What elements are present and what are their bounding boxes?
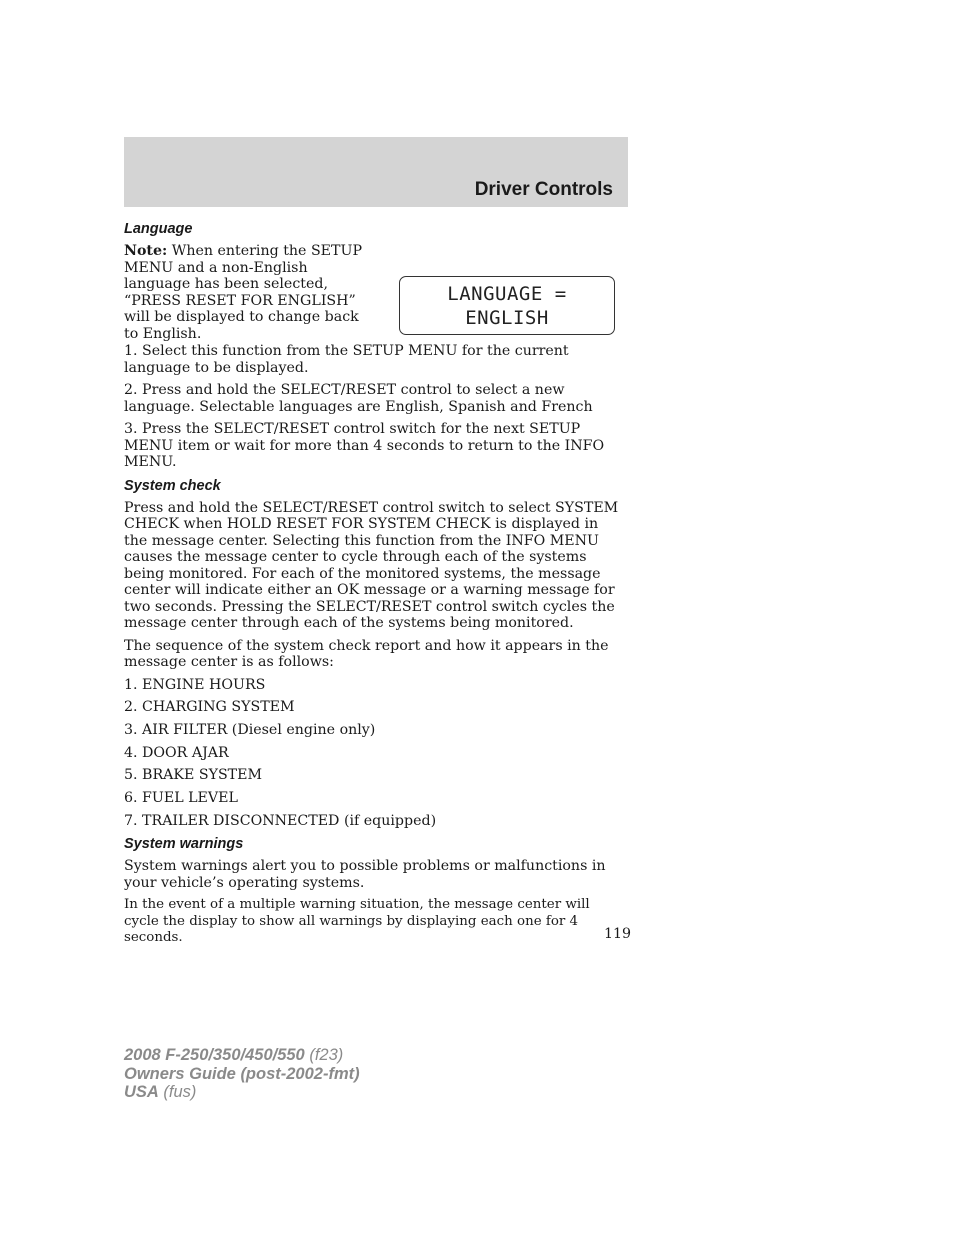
section-header-band: [124, 137, 628, 207]
page-content: [124, 220, 624, 953]
system-check-heading: System check: [124, 477, 221, 494]
page-number: 119: [604, 926, 632, 942]
system-warnings-para-1: System warnings alert you to possible problems or malfunctions in your vehicle’s operating systems.: [124, 858, 606, 891]
system-check-para-1: Press and hold the SELECT/RESET control switch to select SYSTEM CHECK when HOLD RESET FOR SYSTEM CHECK is displayed in the message center. Selecting this function from the INFO MENU causes the message center to cycle through each of the systems being monitored. For each of the monitored systems, the message center will indicate either an OK message or a warning message for two seconds. Pressing the SELECT/RESET control switch cycles the message center through each of the systems being monitored.: [124, 499, 619, 631]
language-step-3: 3. Press the SELECT/RESET control switch for the next SETUP MENU item or wait for more than 4 seconds to return to the INFO MENU.: [124, 421, 605, 470]
footer-guide: Owners Guide (post-2002-fmt): [124, 1064, 360, 1083]
section-title: Driver Controls: [474, 179, 613, 200]
note-text: When entering the SETUP MENU and a non-English language has been selected, “PRESS RESET FOR ENGLISH” will be displayed to change back to English.: [124, 243, 362, 342]
footer-model: 2008 F-250/350/450/550: [124, 1046, 305, 1064]
list-item: 5. BRAKE SYSTEM: [124, 767, 263, 784]
display-line-2: ENGLISH: [465, 306, 549, 329]
list-item: 1. ENGINE HOURS: [124, 676, 266, 693]
footer-market-code: (fus): [158, 1083, 197, 1101]
list-item: 3. AIR FILTER (Diesel engine only): [124, 721, 376, 738]
note-label: Note:: [124, 243, 168, 259]
list-item: 2. CHARGING SYSTEM: [124, 699, 295, 716]
footer-line-3: [124, 1083, 360, 1102]
footer-market: USA: [124, 1083, 159, 1101]
list-item: 4. DOOR AJAR: [124, 744, 229, 761]
display-line-1: LANGUAGE =: [447, 282, 567, 305]
message-center-display: [399, 276, 615, 335]
language-step-2: 2. Press and hold the SELECT/RESET control to select a new language. Selectable languages are English, Spanish and French: [124, 382, 593, 415]
language-heading: Language: [124, 221, 193, 237]
list-item: 6. FUEL LEVEL: [124, 789, 238, 806]
language-note: [124, 243, 376, 342]
system-warnings-heading: System warnings: [124, 836, 244, 853]
language-step-1: 1. Select this function from the SETUP MENU for the current language to be displayed.: [124, 343, 569, 376]
footer-line-2: [124, 1065, 360, 1084]
footer-model-code: (f23): [304, 1046, 344, 1064]
system-warnings-para-2: In the event of a multiple warning situation, the message center will cycle the display to show all warnings by displaying each one for 4 seconds.: [124, 897, 590, 946]
language-note-block: [124, 243, 624, 342]
footer-line-1: [124, 1046, 360, 1065]
system-check-para-2: The sequence of the system check report and how it appears in the message center is as follows:: [124, 637, 609, 670]
list-item: 7. TRAILER DISCONNECTED (if equipped): [124, 812, 437, 829]
footer-document-id: [124, 1046, 360, 1102]
